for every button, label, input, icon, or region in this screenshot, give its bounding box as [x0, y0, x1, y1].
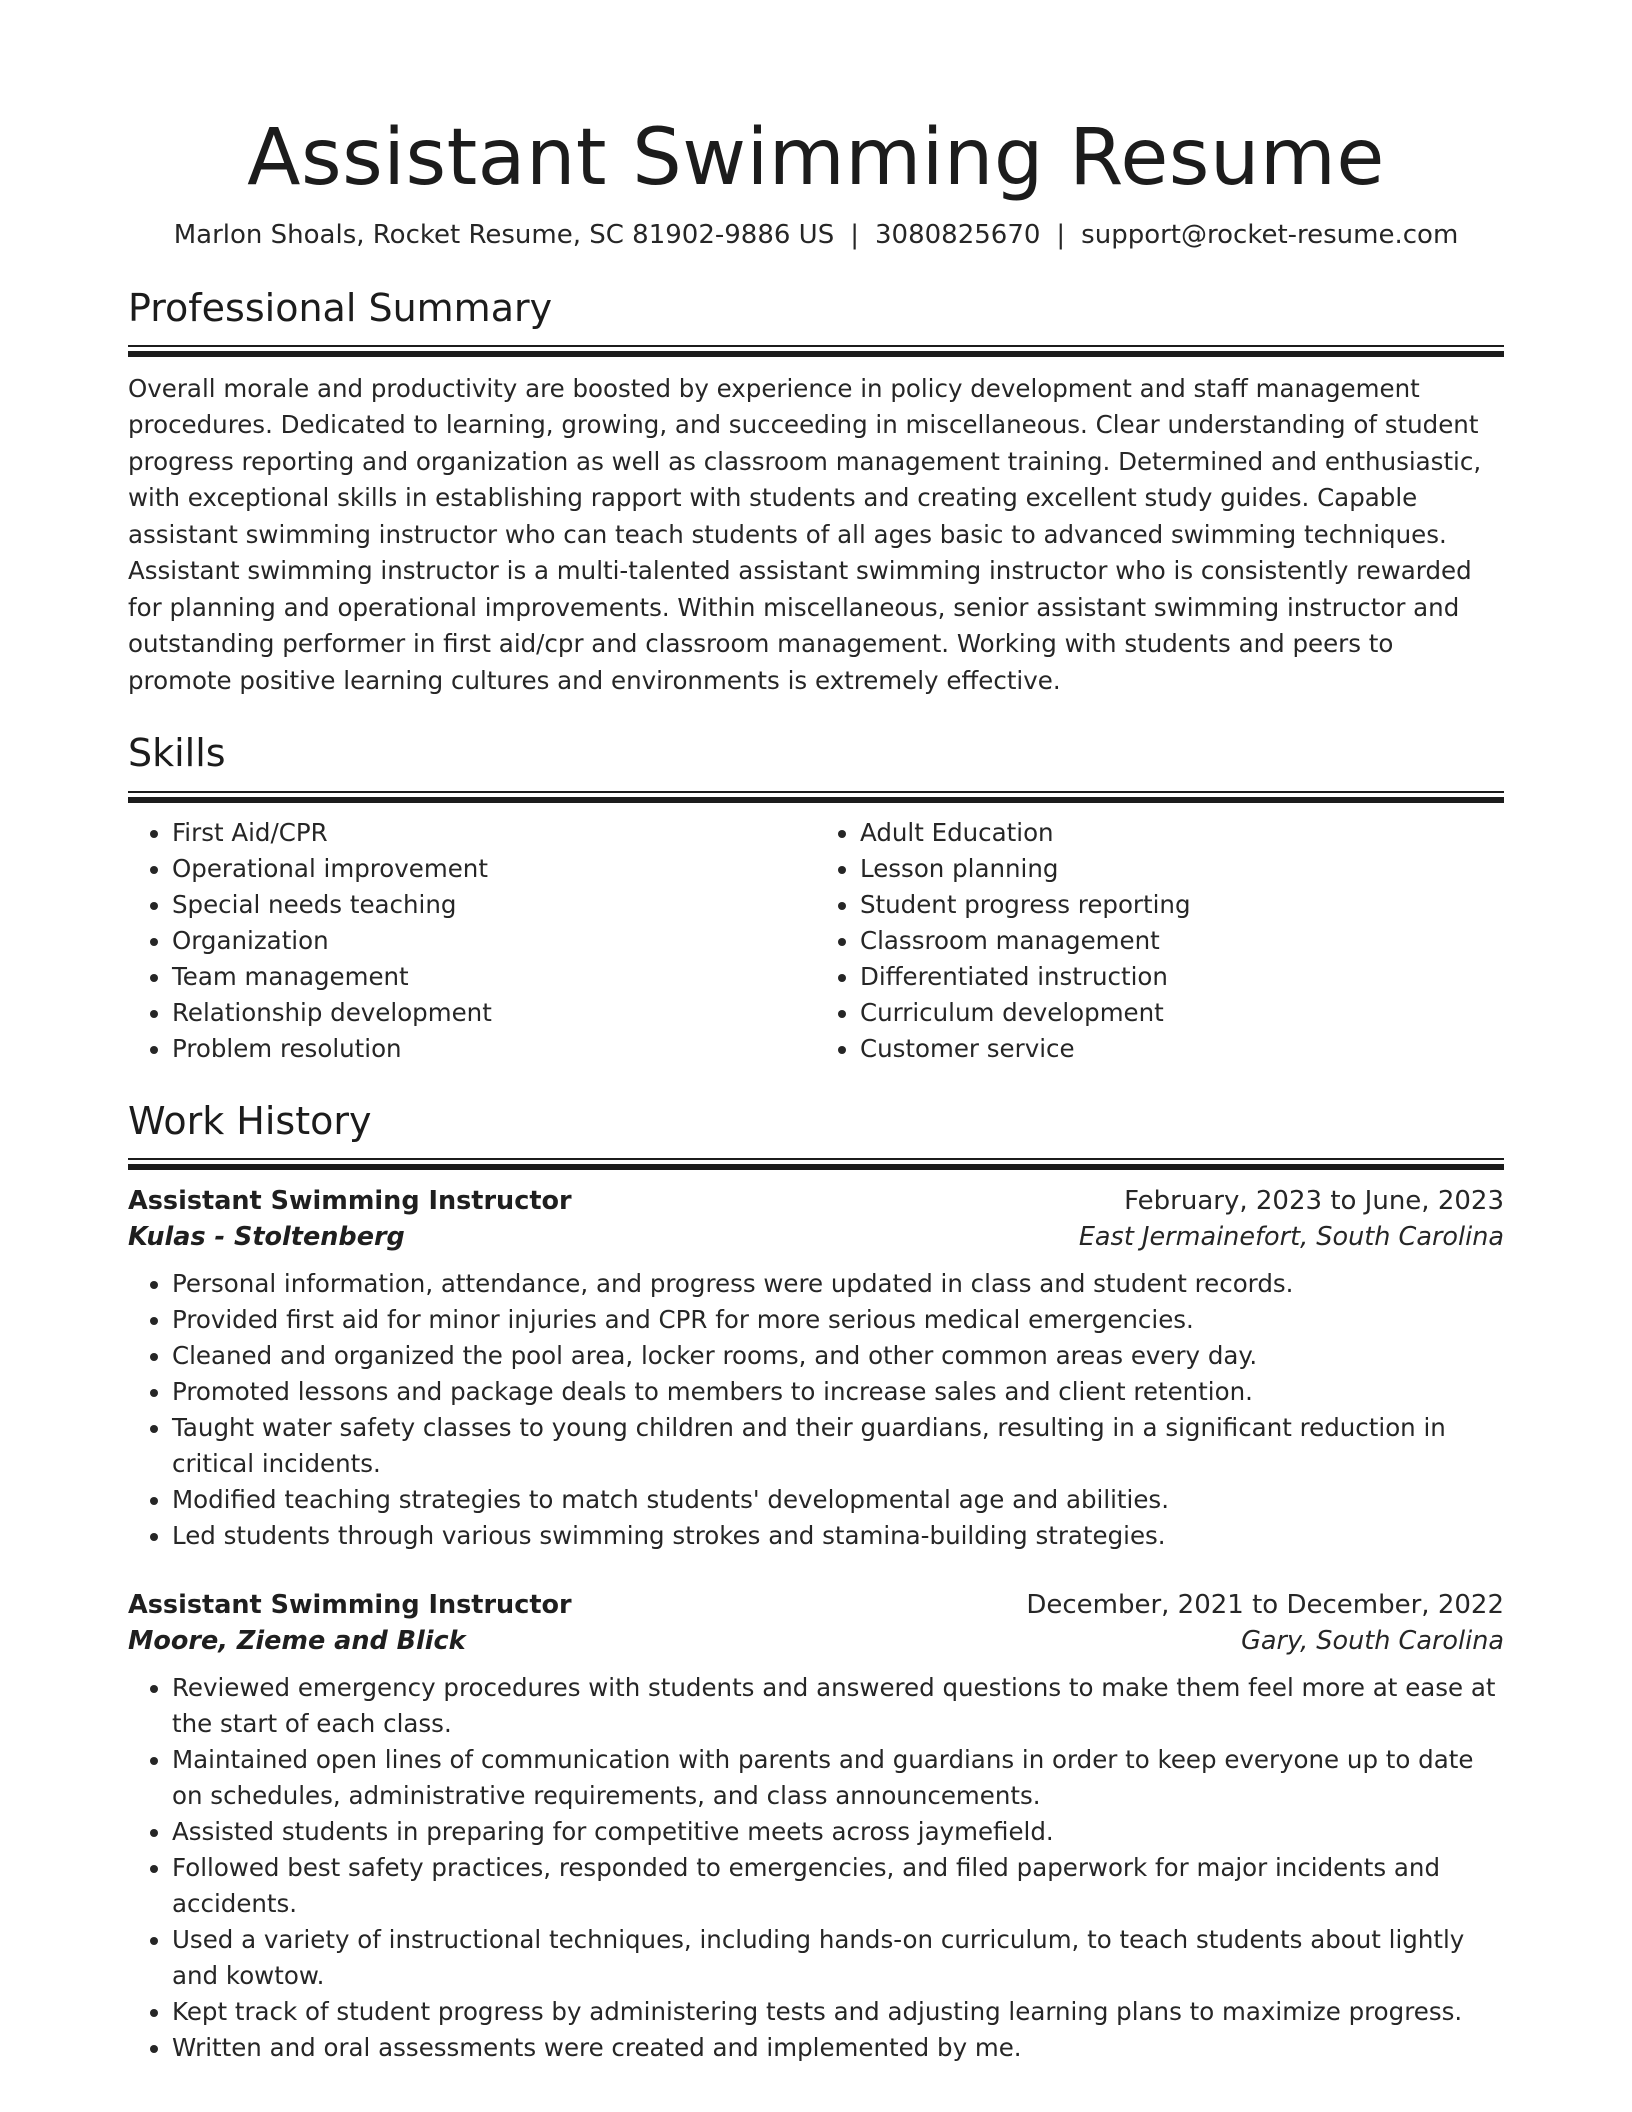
job-entry	[128, 1186, 1504, 1554]
job-bullet: • Led students through various swimming strokes and stamina-building strategies.	[172, 1518, 1504, 1554]
job-bullet: • Modified teaching strategies to match students' developmental age and abilities.	[172, 1482, 1504, 1518]
skill-item: • Special needs teaching	[172, 887, 816, 923]
section-divider	[128, 1158, 1504, 1170]
skills-heading: Skills	[128, 731, 226, 776]
skill-item: • Operational improvement	[172, 851, 816, 887]
job-subheader-row	[128, 1222, 1504, 1252]
job-bullet: • Assisted students in preparing for competitive meets across jaymefield.	[172, 1814, 1504, 1850]
contact-separator: |	[850, 219, 859, 250]
resume-page	[128, 110, 1504, 2066]
job-location: Gary, South Carolina	[1241, 1626, 1504, 1657]
contact-line	[128, 220, 1504, 250]
skill-item: • Team management	[172, 959, 816, 995]
skills-list-right	[816, 815, 1504, 1067]
job-title: Assistant Swimming Instructor	[128, 1590, 572, 1621]
job-bullet: • Kept track of student progress by administering tests and adjusting learning plans to maximize progress.	[172, 1994, 1504, 2030]
job-bullet: • Promoted lessons and package deals to members to increase sales and client retention.	[172, 1374, 1504, 1410]
job-company: Moore, Zieme and Blick	[128, 1626, 466, 1657]
skill-item: • Customer service	[860, 1031, 1504, 1067]
skills-column-right	[816, 815, 1504, 1067]
skills-list-left	[128, 815, 816, 1067]
skills-section	[128, 729, 1504, 1066]
summary-heading: Professional Summary	[128, 285, 553, 330]
contact-phone: 3080825670	[874, 219, 1041, 250]
job-entry	[128, 1590, 1504, 2066]
skills-grid	[128, 815, 1504, 1067]
contact-address: Marlon Shoals, Rocket Resume, SC 81902-9886 US	[173, 219, 835, 250]
summary-text: Overall morale and productivity are boosted by experience in policy development and staff management procedures. Dedicated to learning, growing, and succeeding in miscellaneous. Clear understanding of student progress reporting and organization as well as classroom management training. Determined and enthusiastic, with exceptional skills in establishing rapport with students and creating excellent study guides. Capable assistant swimming instructor who can teach students of all ages basic to advanced swimming techniques. Assistant swimming instructor is a multi-talented assistant swimming instructor who is consistently rewarded for planning and operational improvements. Within miscellaneous, senior assistant swimming instructor and outstanding performer in first aid/cpr and classroom management. Working with students and peers to promote positive learning cultures and environments is extremely effective.	[128, 373, 1482, 695]
skill-item: • Lesson planning	[860, 851, 1504, 887]
contact-email: support@rocket-resume.com	[1081, 219, 1459, 250]
skill-item: • Relationship development	[172, 995, 816, 1031]
job-location: East Jermainefort, South Carolina	[1078, 1222, 1504, 1253]
job-bullet: • Cleaned and organized the pool area, locker rooms, and other common areas every day.	[172, 1338, 1504, 1374]
job-bullet: • Used a variety of instructional techniques, including hands-on curriculum, to teach students about lightly and kowtow.	[172, 1922, 1504, 1994]
job-bullets	[128, 1266, 1504, 1554]
skill-item: • Classroom management	[860, 923, 1504, 959]
skill-item: • First Aid/CPR	[172, 815, 816, 851]
skill-item: • Differentiated instruction	[860, 959, 1504, 995]
job-title: Assistant Swimming Instructor	[128, 1186, 572, 1217]
contact-separator: |	[1056, 219, 1066, 250]
job-bullet: • Written and oral assessments were created and implemented by me.	[172, 2030, 1504, 2066]
job-dates: December, 2021 to December, 2022	[1026, 1590, 1504, 1621]
job-header-row	[128, 1590, 1504, 1620]
skill-item: • Problem resolution	[172, 1031, 816, 1067]
work-history-heading: Work History	[128, 1098, 372, 1143]
skill-item: • Adult Education	[860, 815, 1504, 851]
job-bullet: • Reviewed emergency procedures with students and answered questions to make them feel more at ease at the start of each class.	[172, 1670, 1504, 1742]
job-bullet: • Taught water safety classes to young children and their guardians, resulting in a significant reduction in critical incidents.	[172, 1410, 1504, 1482]
skill-item: • Student progress reporting	[860, 887, 1504, 923]
section-divider	[128, 791, 1504, 803]
job-bullets	[128, 1670, 1504, 2066]
job-company: Kulas - Stoltenberg	[128, 1222, 405, 1253]
job-bullet: • Provided first aid for minor injuries and CPR for more serious medical emergencies.	[172, 1302, 1504, 1338]
job-subheader-row	[128, 1626, 1504, 1656]
summary-section	[128, 284, 1504, 700]
job-bullet: • Maintained open lines of communication with parents and guardians in order to keep everyone up to date on schedules, administrative requirements, and class announcements.	[172, 1742, 1504, 1814]
job-dates: February, 2023 to June, 2023	[1124, 1186, 1504, 1217]
work-history-section	[128, 1097, 1504, 2066]
skill-item: • Curriculum development	[860, 995, 1504, 1031]
job-bullet: • Personal information, attendance, and progress were updated in class and student records.	[172, 1266, 1504, 1302]
job-header-row	[128, 1186, 1504, 1216]
section-divider	[128, 345, 1504, 357]
skills-column-left	[128, 815, 816, 1067]
resume-title: Assistant Swimming Resume	[247, 113, 1385, 203]
job-bullet: • Followed best safety practices, responded to emergencies, and filed paperwork for major incidents and accidents.	[172, 1850, 1504, 1922]
skill-item: • Organization	[172, 923, 816, 959]
